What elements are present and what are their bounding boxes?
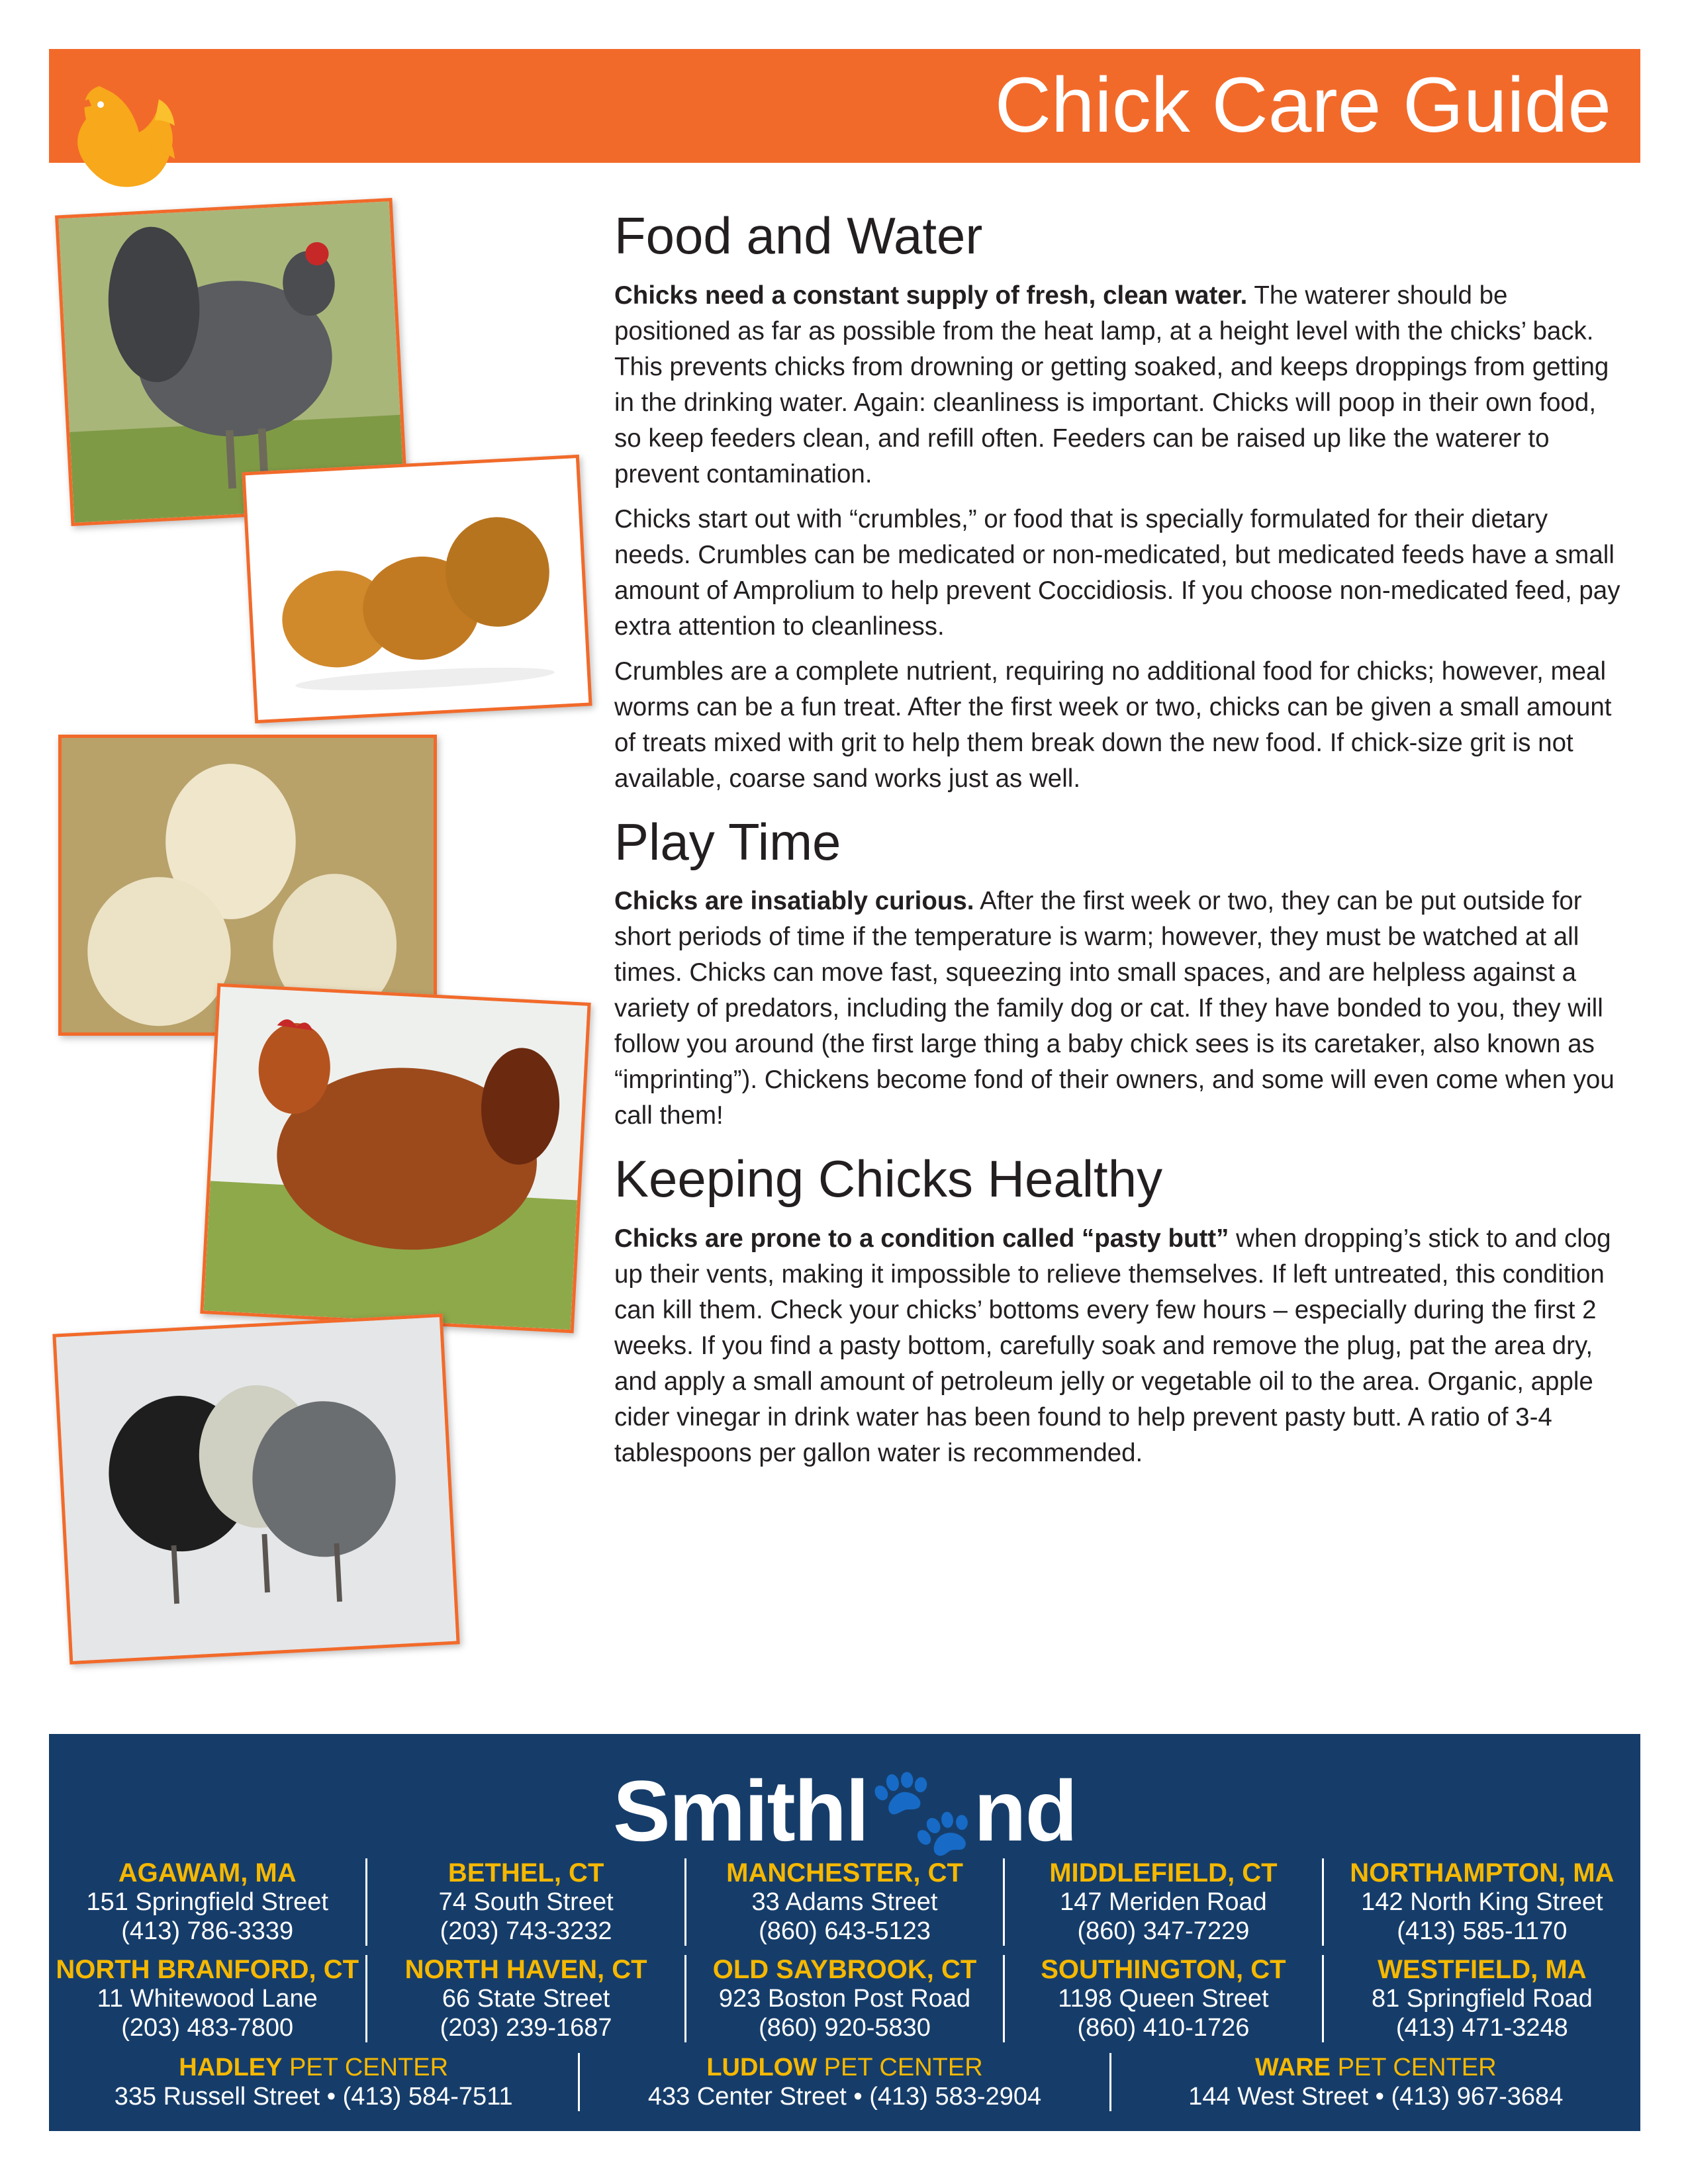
location-city [49,2053,578,2082]
location-city: NORTHAMPTON, MA [1350,1858,1615,1888]
location-city [1111,2053,1640,2082]
location-bethel [367,1858,686,1946]
locations-row [49,1858,1640,1946]
location-phone: (860) 347-7229 [1077,1917,1250,1945]
location-city: WESTFIELD, MA [1378,1955,1587,1984]
section-food-water [614,206,1627,797]
location-phone: (413) 786-3339 [121,1917,294,1945]
paragraph [614,1221,1627,1471]
lead-text: Chicks need a constant supply of fresh, clean water. [614,281,1248,310]
location-address-phone: 433 Center Street • (413) 583-2904 [647,2083,1042,2111]
brand-text: nd [974,1762,1076,1859]
location-city: AGAWAM, MA [118,1858,297,1888]
location-address-phone: 144 West Street • (413) 967-3684 [1188,2083,1564,2111]
location-middlefield [1005,1858,1323,1946]
city-name: WARE [1255,2054,1331,2081]
brand-text: Smithl [613,1762,868,1859]
footer-locations [49,1734,1640,2131]
body-text: Crumbles are a complete nutrient, requiring no additional food for chicks; however, meal worms can be a fun treat. After the first week or two, chicks can be given a small amount of treats mixed with grit to help them break down the new food. If chick-size grit is not available, coarse sand works just as well. [614,657,1612,793]
body-text: The waterer should be positioned as far as possible from the heat lamp, at a height level with the chicks’ back. This prevents chicks from drowning or getting soaked, and keeps droppings from getting in the drinking water. Again: cleanliness is important. Chicks will poop in their own food, so keep feeders clean, and refill often. Feeders can be raised up like the waterer to prevent contamination. [614,281,1609,488]
location-street: 81 Springfield Road [1371,1985,1593,2013]
section-title: Play Time [614,812,841,871]
pet-centers-row [49,2053,1640,2111]
city-name: HADLEY [179,2054,283,2081]
location-northampton [1324,1858,1640,1946]
location-city: MIDDLEFIELD, CT [1049,1858,1278,1888]
body-text: when dropping’s stick to and clog up their vents, making it impossible to relieve themselves. If left untreated, this condition can kill them. Check your chicks’ bottoms every few hours – especially during the first 2 weeks. If you find a pasty bottom, carefully soak and remove the plug, pat the area dry, and apply a small amount of petroleum jelly or vegetable oil to the area. Organic, apple cider vinegar in drink water has been found to help prevent pasty butt. A ratio of 3-4 tablespoons per gallon water is recommended. [614,1224,1611,1468]
location-phone: (860) 643-5123 [759,1917,931,1945]
location-phone: (413) 471-3248 [1395,2014,1568,2042]
location-street: 66 State Street [442,1985,610,2013]
location-phone: (203) 483-7800 [121,2014,294,2042]
article [614,206,1627,1480]
location-north-branford [49,1955,367,2042]
section-title: Keeping Chicks Healthy [614,1150,1163,1208]
location-city: BETHEL, CT [447,1858,604,1888]
location-phone: (413) 585-1170 [1397,1917,1568,1945]
locations-row [49,1955,1640,2042]
pet-center-label: PET CENTER [1331,2054,1497,2081]
body-text: Chicks start out with “crumbles,” or food that is specially formulated for their dietary needs. Crumbles can be medicated or non-medicated, but medicated feeds have a small amount of Amprolium to help prevent Coccidiosis. If you choose non-medicated feed, pay extra attention to cleanliness. [614,504,1620,641]
location-street: 142 North King Street [1361,1888,1603,1916]
location-north-haven [367,1955,686,2042]
location-street: 11 Whitewood Lane [97,1985,318,2013]
location-old-saybrook [686,1955,1005,2042]
location-city: OLD SAYBROOK, CT [712,1955,977,1984]
location-street: 151 Springfield Street [86,1888,328,1916]
location-street: 923 Boston Post Road [718,1985,971,2013]
location-address-phone: 335 Russell Street • (413) 584-7511 [114,2083,513,2111]
location-phone: (860) 920-5830 [759,2014,931,2042]
pet-center-label: PET CENTER [817,2054,983,2081]
location-phone: (203) 239-1687 [440,2014,612,2042]
paragraph [614,884,1627,1134]
smithland-logo [49,1760,1640,1862]
paw-icon: 🐾 [868,1762,974,1859]
location-manchester [686,1858,1005,1946]
paragraph [614,654,1627,797]
paragraph [614,502,1627,645]
chicks-photo [242,455,592,723]
location-ludlow-pet-center [580,2053,1111,2111]
header-banner [49,49,1640,163]
rooster-icon [60,60,179,199]
location-city: NORTH HAVEN, CT [404,1955,647,1984]
city-name: LUDLOW [706,2054,818,2081]
pet-center-label: PET CENTER [282,2054,449,2081]
location-hadley-pet-center [49,2053,580,2111]
location-city: SOUTHINGTON, CT [1041,1955,1286,1984]
location-street: 147 Meriden Road [1060,1888,1267,1916]
section-keeping-healthy [614,1150,1627,1471]
location-phone: (860) 410-1726 [1077,2014,1250,2042]
section-play-time [614,813,1627,1134]
location-westfield [1324,1955,1640,2042]
location-street: 1198 Queen Street [1058,1985,1269,2013]
location-street: 33 Adams Street [751,1888,938,1916]
paragraph [614,278,1627,492]
location-city [580,2053,1109,2082]
location-agawam [49,1858,367,1946]
location-ware-pet-center [1111,2053,1640,2111]
body-text: After the first week or two, they can be put outside for short periods of time if the temperature is warm; however, they must be watched at all times. Chicks can move fast, squeezing into small spaces, and are helpless against a variety of predators, including the family dog or cat. If they have bonded to you, they will follow you around (the first large thing a baby chick sees is its caretaker, also known as “imprinting”). Chickens become fond of their owners, and some will even come when you call them! [614,887,1615,1130]
red-hen-photo [200,983,590,1334]
location-city: NORTH BRANFORD, CT [56,1955,359,1984]
section-title: Food and Water [614,206,983,265]
location-street: 74 South Street [438,1888,614,1916]
location-city: MANCHESTER, CT [726,1858,963,1888]
lead-text: Chicks are prone to a condition called “pasty butt” [614,1224,1229,1253]
lead-text: Chicks are insatiably curious. [614,887,974,916]
location-phone: (203) 743-3232 [440,1917,612,1945]
three-chicks-photo [52,1314,459,1664]
page-title: Chick Care Guide [994,62,1611,149]
location-southington [1005,1955,1323,2042]
